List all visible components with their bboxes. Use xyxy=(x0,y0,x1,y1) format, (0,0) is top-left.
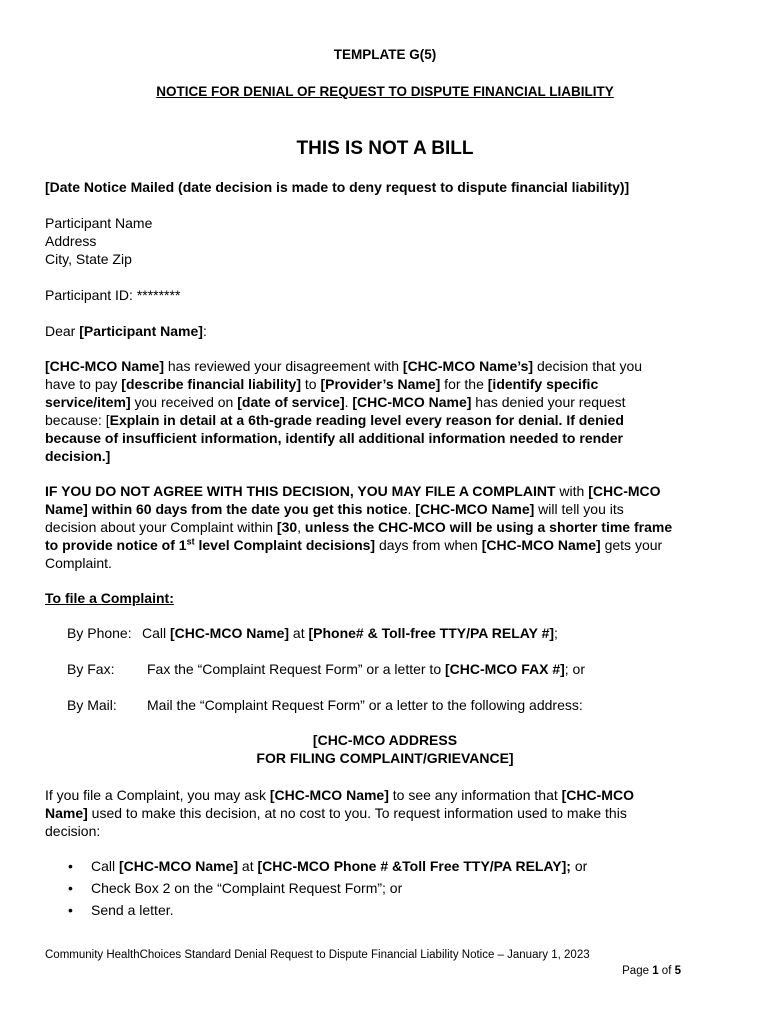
date-notice-mailed: [Date Notice Mailed (date decision is made to deny request to dispute financial liability)] xyxy=(45,179,630,195)
mco-address-line-2: FOR FILING COMPLAINT/GRIEVANCE] xyxy=(256,750,514,766)
bullet-icon: • xyxy=(68,880,73,896)
bullet-icon: • xyxy=(68,902,73,918)
footer-notice-line: Community HealthChoices Standard Denial Request to Dispute Financial Liability Notice – January 1, 2023 xyxy=(45,949,590,961)
by-phone-row: By Phone: Call [CHC-MCO Name] at [Phone# & Toll-free TTY/PA RELAY #]; xyxy=(67,625,558,641)
participant-name: Participant Name xyxy=(45,215,153,231)
paragraph-complaint-rights: IF YOU DO NOT AGREE WITH THIS DECISION, YOU MAY FILE A COMPLAINT with [CHC-MCO Name] within 60 days from the date you get this notice. [CHC-MCO Name] will tell you its decision about your Complaint within [30, unless the CHC-MCO will be using a shorter time frame to provide notice of 1st level Complaint decisions] days from when [CHC-MCO Name] gets your Complaint. xyxy=(45,483,673,571)
salutation: Dear [Participant Name]: xyxy=(45,323,207,339)
file-complaint-heading: To file a Complaint: xyxy=(45,590,174,606)
template-label: TEMPLATE G(5) xyxy=(333,47,437,62)
footer-page-number: Page 1 of 5 xyxy=(622,965,681,977)
by-mail-row: By Mail: Mail the “Complaint Request Form” or a letter to the following address: xyxy=(67,697,583,713)
notice-title: NOTICE FOR DENIAL OF REQUEST TO DISPUTE FINANCIAL LIABILITY xyxy=(156,84,614,99)
paragraph-request-information: If you file a Complaint, you may ask [CHC-MCO Name] to see any information that [CHC-MCO Name] used to make this decision, at no cost to you. To request information used to make this decision: xyxy=(45,787,634,839)
participant-id: Participant ID: ******** xyxy=(45,287,181,303)
list-item-check-box: • Check Box 2 on the “Complaint Request Form”; or xyxy=(68,880,403,896)
by-fax-row: By Fax: Fax the “Complaint Request Form” or a letter to [CHC-MCO FAX #]; or xyxy=(67,661,586,677)
not-a-bill-heading: THIS IS NOT A BILL xyxy=(296,138,474,159)
list-item-send-letter: • Send a letter. xyxy=(68,902,174,918)
bullet-icon: • xyxy=(68,858,73,874)
paragraph-review-decision: [CHC-MCO Name] has reviewed your disagreement with [CHC-MCO Name’s] decision that you have to pay [describe financial liability] to [Provider’s Name] for the [identify specific service/item] you received on [date of service]. [CHC-MCO Name] has denied your request because: [Explain in detail at a 6th-grade reading level every reason for denial. If denied because of insufficient information, identify all additional information needed to render decision.] xyxy=(45,358,643,464)
participant-address: Address xyxy=(45,233,97,249)
list-item-call: • Call [CHC-MCO Name] at [CHC-MCO Phone # &Toll Free TTY/PA RELAY]; or xyxy=(68,858,588,874)
mco-address-line-1: [CHC-MCO ADDRESS xyxy=(312,732,458,748)
participant-city-state-zip: City, State Zip xyxy=(45,251,132,267)
